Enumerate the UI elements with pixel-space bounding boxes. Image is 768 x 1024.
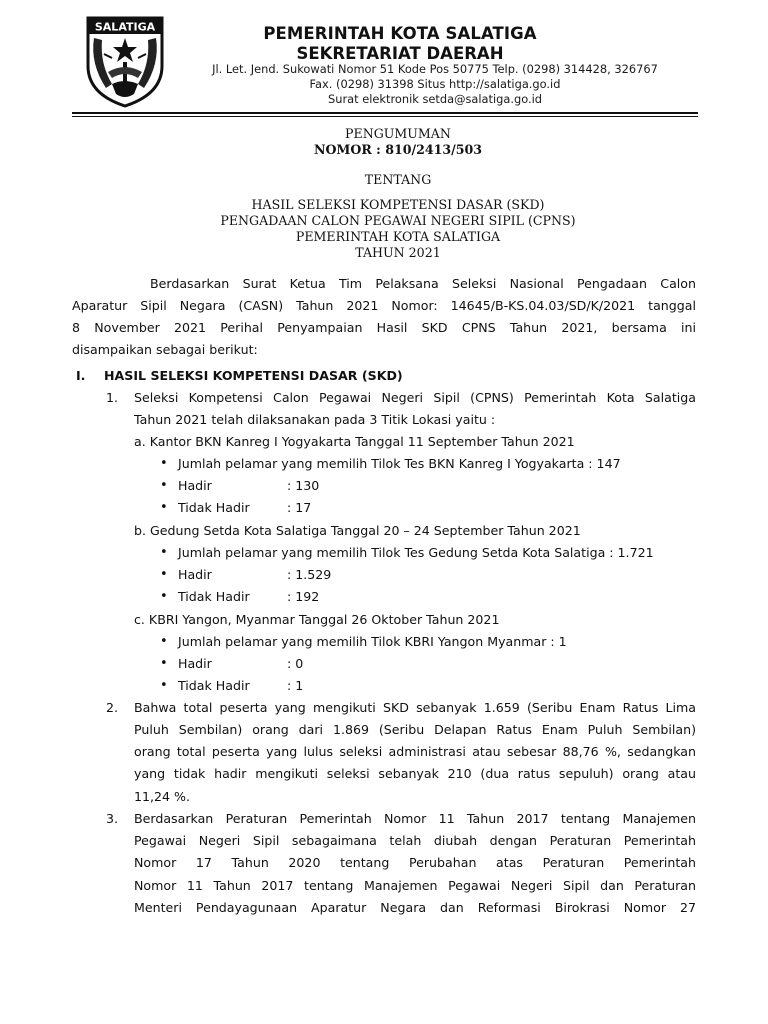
location-c-applicants: Jumlah pelamar yang memilih Tilok KBRI Yangon Myanmar : 1 [178, 634, 567, 649]
address-line2: Fax. (0298) 31398 Situs http://salatiga.go.id [309, 77, 561, 91]
announcement-label: PENGUMUMAN [345, 126, 451, 141]
location-b: b. Gedung Setda Kota Salatiga Tanggal 20 – 24 September Tahun 2021 [134, 523, 581, 538]
item2-line3: orang total peserta yang lulus seleksi administrasi atau sebesar 88,76 %, sedangkan [134, 744, 696, 759]
item1-number: 1. [106, 390, 119, 405]
org-name-line1: PEMERINTAH KOTA SALATIGA [263, 24, 537, 43]
location-b-present-label: Hadir [178, 567, 212, 582]
location-a-present-label: Hadir [178, 478, 212, 493]
item2-number: 2. [106, 700, 119, 715]
item1-line2: Tahun 2021 telah dilaksanakan pada 3 Titik Lokasi yaitu : [134, 412, 496, 427]
address-line3: Surat elektronik setda@salatiga.go.id [328, 92, 542, 106]
letterhead-rule-thin [72, 116, 698, 117]
bullet-icon: • [160, 545, 168, 560]
item2-line1: Bahwa total peserta yang mengikuti SKD sebanyak 1.659 (Seribu Enam Ratus Lima [134, 700, 696, 715]
bullet-icon: • [160, 567, 168, 582]
item3-line5: Menteri Pendayagunaan Aparatur Negara dan Reformasi Birokrasi Nomor 27 [134, 900, 696, 915]
item3-line1: Berdasarkan Peraturan Pemerintah Nomor 11 Tahun 2017 tentang Manajemen [134, 811, 696, 826]
intro-line4: disampaikan sebagai berikut: [72, 342, 258, 357]
location-b-present-value: : 1.529 [287, 567, 332, 582]
item3-line4: Nomor 11 Tahun 2017 tentang Manajemen Pegawai Negeri Sipil dan Peraturan [134, 878, 696, 893]
item3-number: 3. [106, 811, 119, 826]
intro-line2: Aparatur Sipil Negara (CASN) Tahun 2021 Nomor: 14645/B-KS.04.03/SD/K/2021 tanggal [72, 298, 696, 313]
location-a-absent-value: : 17 [287, 500, 312, 515]
location-b-absent-label: Tidak Hadir [178, 589, 250, 604]
location-c-absent-value: : 1 [287, 678, 304, 693]
address-line1: Jl. Let. Jend. Sukowati Nomor 51 Kode Pos 50775 Telp. (0298) 314428, 326767 [212, 62, 658, 76]
location-a: a. Kantor BKN Kanreg I Yogyakarta Tanggal 11 September Tahun 2021 [134, 434, 575, 449]
letterhead-rule-thick [72, 112, 698, 114]
announcement-number: NOMOR : 810/2413/503 [313, 142, 483, 157]
subject-line3: PEMERINTAH KOTA SALATIGA [295, 229, 501, 244]
item2-line2: Puluh Sembilan) orang dari 1.869 (Seribu Delapan Ratus Enam Puluh Sembilan) [134, 722, 696, 737]
about-label: TENTANG [364, 172, 432, 187]
location-c-present-label: Hadir [178, 656, 212, 671]
item2-line5: 11,24 %. [134, 789, 191, 804]
location-c-absent-label: Tidak Hadir [178, 678, 250, 693]
location-a-absent-label: Tidak Hadir [178, 500, 250, 515]
item1-line1: Seleksi Kompetensi Calon Pegawai Negeri Sipil (CPNS) Pemerintah Kota Salatiga [134, 390, 696, 405]
intro-line1: Berdasarkan Surat Ketua Tim Pelaksana Seleksi Nasional Pengadaan Calon [150, 276, 696, 291]
org-name-line2: SEKRETARIAT DAERAH [296, 44, 504, 63]
intro-line3: 8 November 2021 Perihal Penyampaian Hasil SKD CPNS Tahun 2021, bersama ini [72, 320, 696, 335]
item3-line3: Nomor 17 Tahun 2020 tentang Perubahan atas Peraturan Pemerintah [134, 855, 696, 870]
item2-line4: yang tidak hadir mengikuti seleksi sebanyak 210 (dua ratus sepuluh) orang atau [134, 766, 696, 781]
bullet-icon: • [160, 500, 168, 515]
bullet-icon: • [160, 589, 168, 604]
city-crest-logo [84, 14, 166, 108]
section-numeral: I. [76, 368, 86, 383]
subject-line1: HASIL SELEKSI KOMPETENSI DASAR (SKD) [251, 197, 545, 212]
location-c: c. KBRI Yangon, Myanmar Tanggal 26 Oktober Tahun 2021 [134, 612, 500, 627]
bullet-icon: • [160, 634, 168, 649]
bullet-icon: • [160, 456, 168, 471]
location-b-absent-value: : 192 [287, 589, 320, 604]
location-a-applicants: Jumlah pelamar yang memilih Tilok Tes BKN Kanreg I Yogyakarta : 147 [178, 456, 621, 471]
location-a-present-value: : 130 [287, 478, 320, 493]
location-b-applicants: Jumlah pelamar yang memilih Tilok Tes Gedung Setda Kota Salatiga : 1.721 [178, 545, 654, 560]
crest-label: SALATIGA [94, 20, 156, 34]
location-c-present-value: : 0 [287, 656, 304, 671]
subject-line4: TAHUN 2021 [355, 245, 441, 260]
bullet-icon: • [160, 678, 168, 693]
section-heading: HASIL SELEKSI KOMPETENSI DASAR (SKD) [104, 368, 403, 383]
item3-line2: Pegawai Negeri Sipil sebagaimana telah diubah dengan Peraturan Pemerintah [134, 833, 696, 848]
subject-line2: PENGADAAN CALON PEGAWAI NEGERI SIPIL (CPNS) [220, 213, 576, 228]
bullet-icon: • [160, 478, 168, 493]
bullet-icon: • [160, 656, 168, 671]
